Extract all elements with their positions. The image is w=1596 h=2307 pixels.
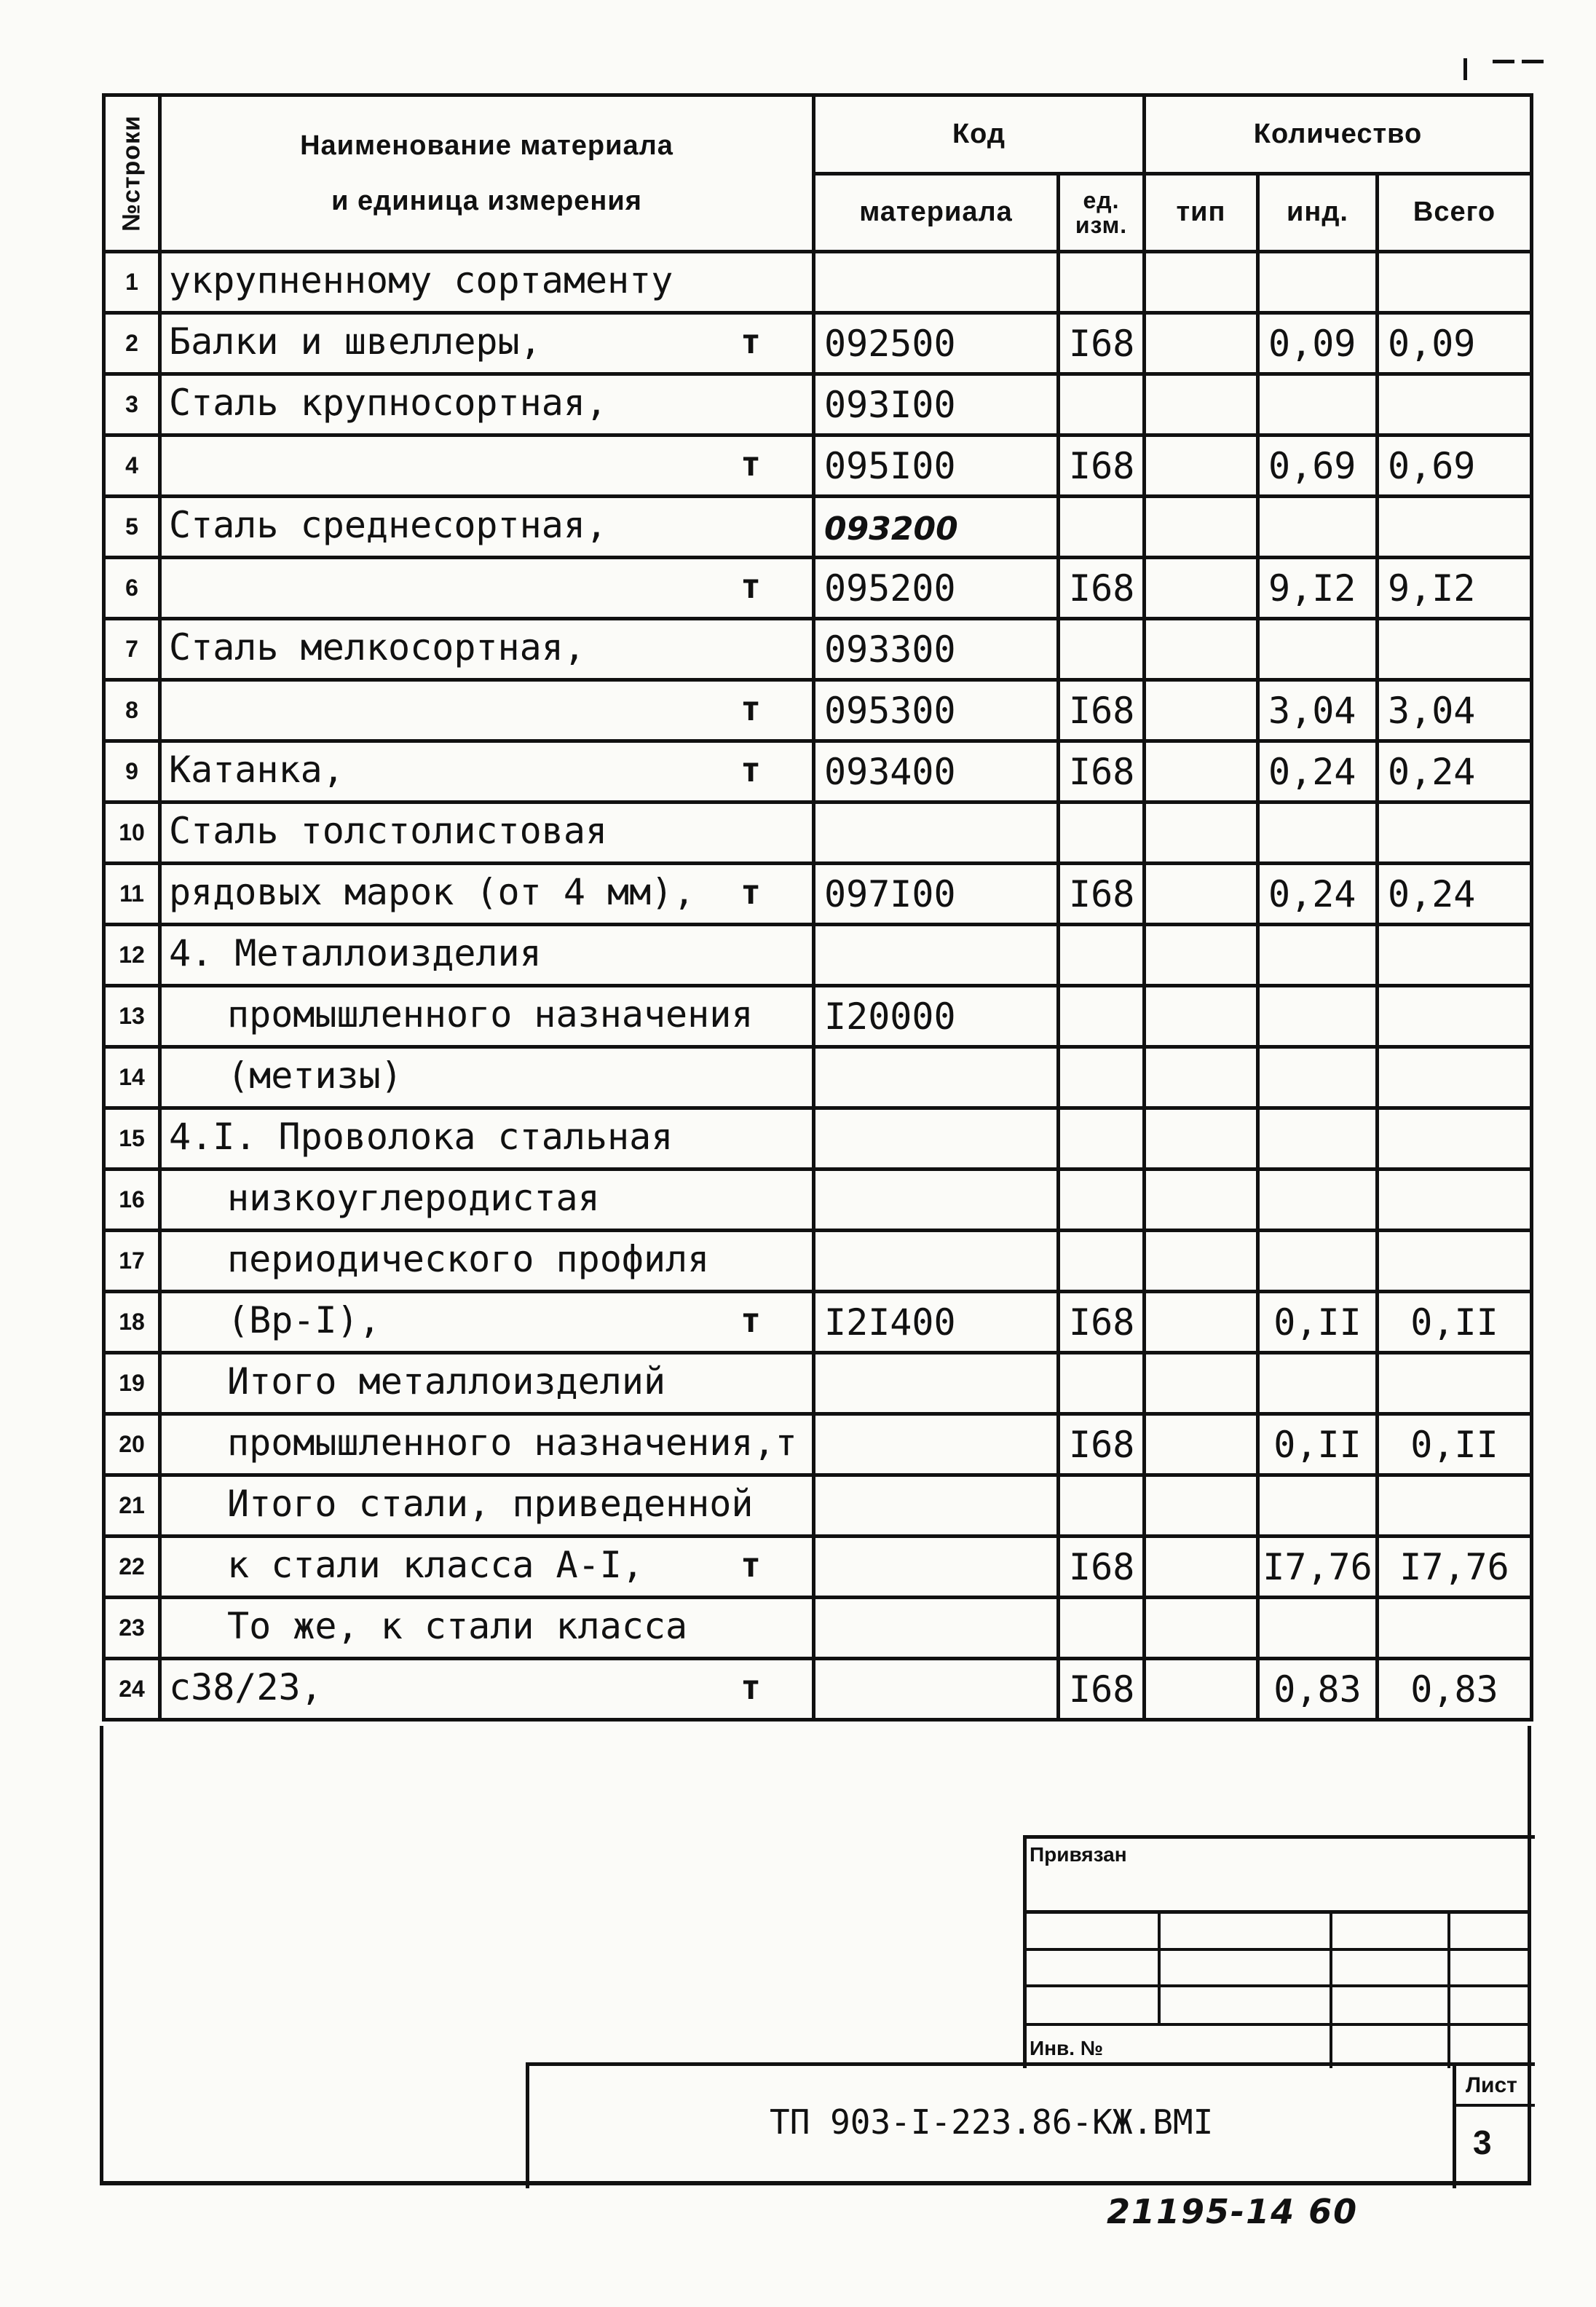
qty-total <box>1378 1598 1532 1659</box>
unit-code: I68 <box>1059 1537 1145 1598</box>
qty-type <box>1145 374 1258 435</box>
material-name <box>160 558 814 619</box>
table-row <box>104 986 1532 1047</box>
material-name-text: низкоуглеродистая <box>227 1177 600 1219</box>
material-code <box>814 619 1059 680</box>
material-code-text: 093300 <box>824 628 956 671</box>
material-code-text: 093200 <box>824 510 958 548</box>
material-name <box>160 925 814 986</box>
material-code <box>814 497 1059 558</box>
sheet-label: Лист <box>1466 2073 1517 2097</box>
table-row <box>104 1659 1532 1720</box>
material-name-text: 4. Металлоизделия <box>169 932 542 974</box>
table-row <box>104 1108 1532 1170</box>
qty-type <box>1145 680 1258 741</box>
row-number: 19 <box>104 1353 160 1414</box>
row-number: 18 <box>104 1292 160 1353</box>
qty-ind <box>1258 619 1378 680</box>
qty-ind: 0,09 <box>1258 313 1378 374</box>
unit-text: т <box>740 872 761 912</box>
material-name <box>160 1108 814 1170</box>
table-row <box>104 1170 1532 1231</box>
row-number: 21 <box>104 1475 160 1537</box>
qty-total <box>1378 1170 1532 1231</box>
qty-total <box>1378 374 1532 435</box>
qty-total <box>1378 1475 1532 1537</box>
qty-total: 0,II <box>1378 1292 1532 1353</box>
title-block <box>526 2062 1535 2188</box>
qty-type <box>1145 1475 1258 1537</box>
qty-ind <box>1258 1475 1378 1537</box>
material-code <box>814 680 1059 741</box>
row-number: 20 <box>104 1414 160 1475</box>
qty-ind <box>1258 497 1378 558</box>
row-number: 5 <box>104 497 160 558</box>
unit-code: I68 <box>1059 680 1145 741</box>
unit-code <box>1059 802 1145 864</box>
material-code <box>814 252 1059 313</box>
unit-code <box>1059 1475 1145 1537</box>
material-name-text: Сталь мелкосортная, <box>169 626 585 669</box>
material-name <box>160 1598 814 1659</box>
material-code <box>814 1537 1059 1598</box>
qty-type <box>1145 925 1258 986</box>
inventory-number-label: Инв. № <box>1030 2037 1104 2059</box>
table-row <box>104 1047 1532 1108</box>
material-name-text: Итого металлоизделий <box>227 1360 666 1403</box>
row-number: 11 <box>104 864 160 925</box>
row-number: 1 <box>104 252 160 313</box>
material-code-text: 093400 <box>824 750 956 793</box>
material-name-text: Катанка, <box>169 749 344 791</box>
material-name-text: промышленного назначения <box>227 993 754 1036</box>
qty-total: I7,76 <box>1378 1537 1532 1598</box>
row-number: 8 <box>104 680 160 741</box>
material-code-text: 095200 <box>824 567 956 610</box>
unit-code: I68 <box>1059 435 1145 497</box>
sheet-number: 3 <box>1473 2123 1492 2161</box>
material-name-text: к стали класса A-I, <box>227 1544 644 1586</box>
archive-note: 21195-14 60 <box>1107 2192 1359 2231</box>
qty-type <box>1145 986 1258 1047</box>
material-name-text: рядовых марок (от 4 мм), <box>169 871 695 913</box>
material-name-text: Сталь среднесортная, <box>169 504 608 546</box>
material-name <box>160 1231 814 1292</box>
row-number: 14 <box>104 1047 160 1108</box>
qty-total: 0,24 <box>1378 864 1532 925</box>
unit-text: т <box>740 567 761 606</box>
qty-ind: 0,83 <box>1258 1659 1378 1720</box>
material-code-text: 095I00 <box>824 444 956 487</box>
material-name <box>160 741 814 802</box>
unit-text: т <box>740 1301 761 1340</box>
qty-type <box>1145 1537 1258 1598</box>
material-code <box>814 374 1059 435</box>
unit-text: т <box>740 1545 761 1585</box>
material-name <box>160 313 814 374</box>
qty-total: 0,II <box>1378 1414 1532 1475</box>
row-number: 24 <box>104 1659 160 1720</box>
material-code <box>814 864 1059 925</box>
row-number: 17 <box>104 1231 160 1292</box>
material-code <box>814 1414 1059 1475</box>
unit-code <box>1059 1170 1145 1231</box>
table-row <box>104 741 1532 802</box>
qty-ind <box>1258 252 1378 313</box>
material-name <box>160 1475 814 1537</box>
qty-total <box>1378 497 1532 558</box>
material-code <box>814 1353 1059 1414</box>
document-code: ТП 903-I-223.86-КЖ.ВМI <box>770 2102 1214 2142</box>
material-code-text: 095300 <box>824 689 956 732</box>
materials-table <box>102 93 1533 1722</box>
material-name-text: промышленного назначения,т <box>227 1421 797 1464</box>
qty-ind: 9,I2 <box>1258 558 1378 619</box>
material-name <box>160 1414 814 1475</box>
qty-type <box>1145 313 1258 374</box>
row-number: 12 <box>104 925 160 986</box>
unit-code <box>1059 1353 1145 1414</box>
material-name-text: То же, к стали класса <box>227 1605 688 1647</box>
qty-ind <box>1258 1108 1378 1170</box>
qty-ind: 3,04 <box>1258 680 1378 741</box>
material-code <box>814 802 1059 864</box>
qty-type <box>1145 1047 1258 1108</box>
qty-total: 0,83 <box>1378 1659 1532 1720</box>
qty-ind <box>1258 1353 1378 1414</box>
table-row <box>104 1475 1532 1537</box>
unit-code <box>1059 374 1145 435</box>
table-row <box>104 1292 1532 1353</box>
table-row <box>104 497 1532 558</box>
attachment-stamp <box>1023 1835 1535 2068</box>
material-name <box>160 1292 814 1353</box>
material-code <box>814 1108 1059 1170</box>
material-name-text: укрупненному сортаменту <box>169 259 673 301</box>
unit-text: т <box>740 689 761 728</box>
qty-total <box>1378 252 1532 313</box>
qty-ind: I7,76 <box>1258 1537 1378 1598</box>
table-row <box>104 619 1532 680</box>
qty-type <box>1145 1108 1258 1170</box>
unit-code-header: ед. изм. <box>1059 173 1145 252</box>
unit-code <box>1059 497 1145 558</box>
row-number: 23 <box>104 1598 160 1659</box>
qty-type <box>1145 1598 1258 1659</box>
qty-ind <box>1258 986 1378 1047</box>
unit-code: I68 <box>1059 741 1145 802</box>
material-name <box>160 1353 814 1414</box>
table-row <box>104 313 1532 374</box>
unit-code <box>1059 252 1145 313</box>
row-number-header: №строки <box>104 95 160 252</box>
row-number: 22 <box>104 1537 160 1598</box>
unit-code <box>1059 986 1145 1047</box>
material-code-text: 097I00 <box>824 872 956 915</box>
table-row <box>104 374 1532 435</box>
qty-total <box>1378 1353 1532 1414</box>
qty-ind <box>1258 802 1378 864</box>
qty-ind-header: инд. <box>1258 173 1378 252</box>
qty-total <box>1378 619 1532 680</box>
qty-total: 9,I2 <box>1378 558 1532 619</box>
material-name <box>160 986 814 1047</box>
material-code <box>814 1659 1059 1720</box>
qty-ind: 0,24 <box>1258 741 1378 802</box>
unit-text: т <box>740 750 761 789</box>
table-row <box>104 558 1532 619</box>
row-number: 7 <box>104 619 160 680</box>
qty-total <box>1378 986 1532 1047</box>
unit-code <box>1059 619 1145 680</box>
unit-text: т <box>740 1668 761 1707</box>
qty-total: 0,69 <box>1378 435 1532 497</box>
material-name <box>160 802 814 864</box>
row-number: 9 <box>104 741 160 802</box>
qty-total <box>1378 1231 1532 1292</box>
material-name-text: периодического профиля <box>227 1238 710 1280</box>
frame-left-line <box>100 1726 103 2185</box>
material-name-text: с38/23, <box>169 1666 323 1708</box>
qty-ind: 0,69 <box>1258 435 1378 497</box>
qty-total-header: Всего <box>1378 173 1532 252</box>
table-row <box>104 252 1532 313</box>
row-number: 10 <box>104 802 160 864</box>
material-name-text: Балки и швеллеры, <box>169 320 542 363</box>
unit-code: I68 <box>1059 864 1145 925</box>
unit-code <box>1059 1108 1145 1170</box>
material-code-text: I2I400 <box>824 1301 956 1344</box>
qty-type <box>1145 1414 1258 1475</box>
material-code-text: 093I00 <box>824 383 956 426</box>
material-code-text: I20000 <box>824 995 956 1038</box>
qty-type <box>1145 1353 1258 1414</box>
material-name <box>160 252 814 313</box>
quantity-group-header: Количество <box>1145 95 1532 174</box>
unit-code: I68 <box>1059 1292 1145 1353</box>
table-row <box>104 1598 1532 1659</box>
corner-mark <box>1463 58 1544 87</box>
qty-type <box>1145 864 1258 925</box>
qty-total <box>1378 925 1532 986</box>
material-name-text: 4.I. Проволока стальная <box>169 1116 673 1158</box>
material-name <box>160 497 814 558</box>
qty-total: 3,04 <box>1378 680 1532 741</box>
qty-type <box>1145 1659 1258 1720</box>
qty-type <box>1145 497 1258 558</box>
material-name-text: Итого стали, приведенной <box>227 1483 754 1525</box>
material-name-text: Сталь толстолистовая <box>169 810 608 852</box>
qty-total: 0,24 <box>1378 741 1532 802</box>
unit-code <box>1059 1047 1145 1108</box>
qty-ind: 0,II <box>1258 1414 1378 1475</box>
material-code-text: 092500 <box>824 322 956 365</box>
table-row <box>104 1231 1532 1292</box>
qty-type <box>1145 252 1258 313</box>
qty-ind <box>1258 1231 1378 1292</box>
material-code <box>814 986 1059 1047</box>
material-name-text: (Bр-I), <box>227 1299 381 1341</box>
material-code-header: материала <box>814 173 1059 252</box>
material-name-text: (метизы) <box>227 1054 403 1097</box>
table-row <box>104 1353 1532 1414</box>
qty-type <box>1145 1292 1258 1353</box>
unit-text: т <box>740 444 761 484</box>
material-name <box>160 619 814 680</box>
material-name-text: Сталь крупносортная, <box>169 382 608 424</box>
row-number: 15 <box>104 1108 160 1170</box>
material-name <box>160 374 814 435</box>
qty-total: 0,09 <box>1378 313 1532 374</box>
material-code <box>814 741 1059 802</box>
qty-type <box>1145 741 1258 802</box>
qty-type <box>1145 1231 1258 1292</box>
table-row <box>104 925 1532 986</box>
material-code <box>814 1598 1059 1659</box>
unit-code <box>1059 1231 1145 1292</box>
table-row <box>104 1537 1532 1598</box>
table-row <box>104 802 1532 864</box>
row-number: 13 <box>104 986 160 1047</box>
qty-type <box>1145 619 1258 680</box>
qty-ind <box>1258 1598 1378 1659</box>
row-number: 2 <box>104 313 160 374</box>
qty-total <box>1378 802 1532 864</box>
table-row <box>104 1414 1532 1475</box>
material-code <box>814 1292 1059 1353</box>
unit-code: I68 <box>1059 313 1145 374</box>
table-row <box>104 680 1532 741</box>
material-code <box>814 925 1059 986</box>
qty-ind <box>1258 1170 1378 1231</box>
material-name <box>160 680 814 741</box>
qty-type <box>1145 802 1258 864</box>
qty-ind: 0,II <box>1258 1292 1378 1353</box>
material-name <box>160 864 814 925</box>
material-name <box>160 1170 814 1231</box>
qty-ind: 0,24 <box>1258 864 1378 925</box>
qty-type <box>1145 435 1258 497</box>
qty-ind <box>1258 925 1378 986</box>
attached-label: Привязан <box>1030 1843 1127 1866</box>
qty-type <box>1145 558 1258 619</box>
material-code <box>814 1475 1059 1537</box>
row-number: 16 <box>104 1170 160 1231</box>
row-number: 4 <box>104 435 160 497</box>
material-code <box>814 558 1059 619</box>
material-name <box>160 1537 814 1598</box>
material-code <box>814 1170 1059 1231</box>
qty-ind <box>1258 374 1378 435</box>
unit-code <box>1059 925 1145 986</box>
qty-total <box>1378 1047 1532 1108</box>
material-name <box>160 1047 814 1108</box>
material-code <box>814 435 1059 497</box>
material-code <box>814 313 1059 374</box>
qty-type <box>1145 1170 1258 1231</box>
unit-code <box>1059 1598 1145 1659</box>
material-name-header: Наименование материала и единица измерения <box>160 95 814 252</box>
material-code <box>814 1231 1059 1292</box>
table-row <box>104 435 1532 497</box>
unit-text: т <box>740 322 761 361</box>
qty-ind <box>1258 1047 1378 1108</box>
material-code <box>814 1047 1059 1108</box>
row-number: 6 <box>104 558 160 619</box>
unit-code: I68 <box>1059 1414 1145 1475</box>
unit-code: I68 <box>1059 1659 1145 1720</box>
code-group-header: Код <box>814 95 1145 174</box>
table-row <box>104 864 1532 925</box>
qty-type-header: тип <box>1145 173 1258 252</box>
row-number: 3 <box>104 374 160 435</box>
unit-code: I68 <box>1059 558 1145 619</box>
material-name <box>160 435 814 497</box>
material-name <box>160 1659 814 1720</box>
qty-total <box>1378 1108 1532 1170</box>
